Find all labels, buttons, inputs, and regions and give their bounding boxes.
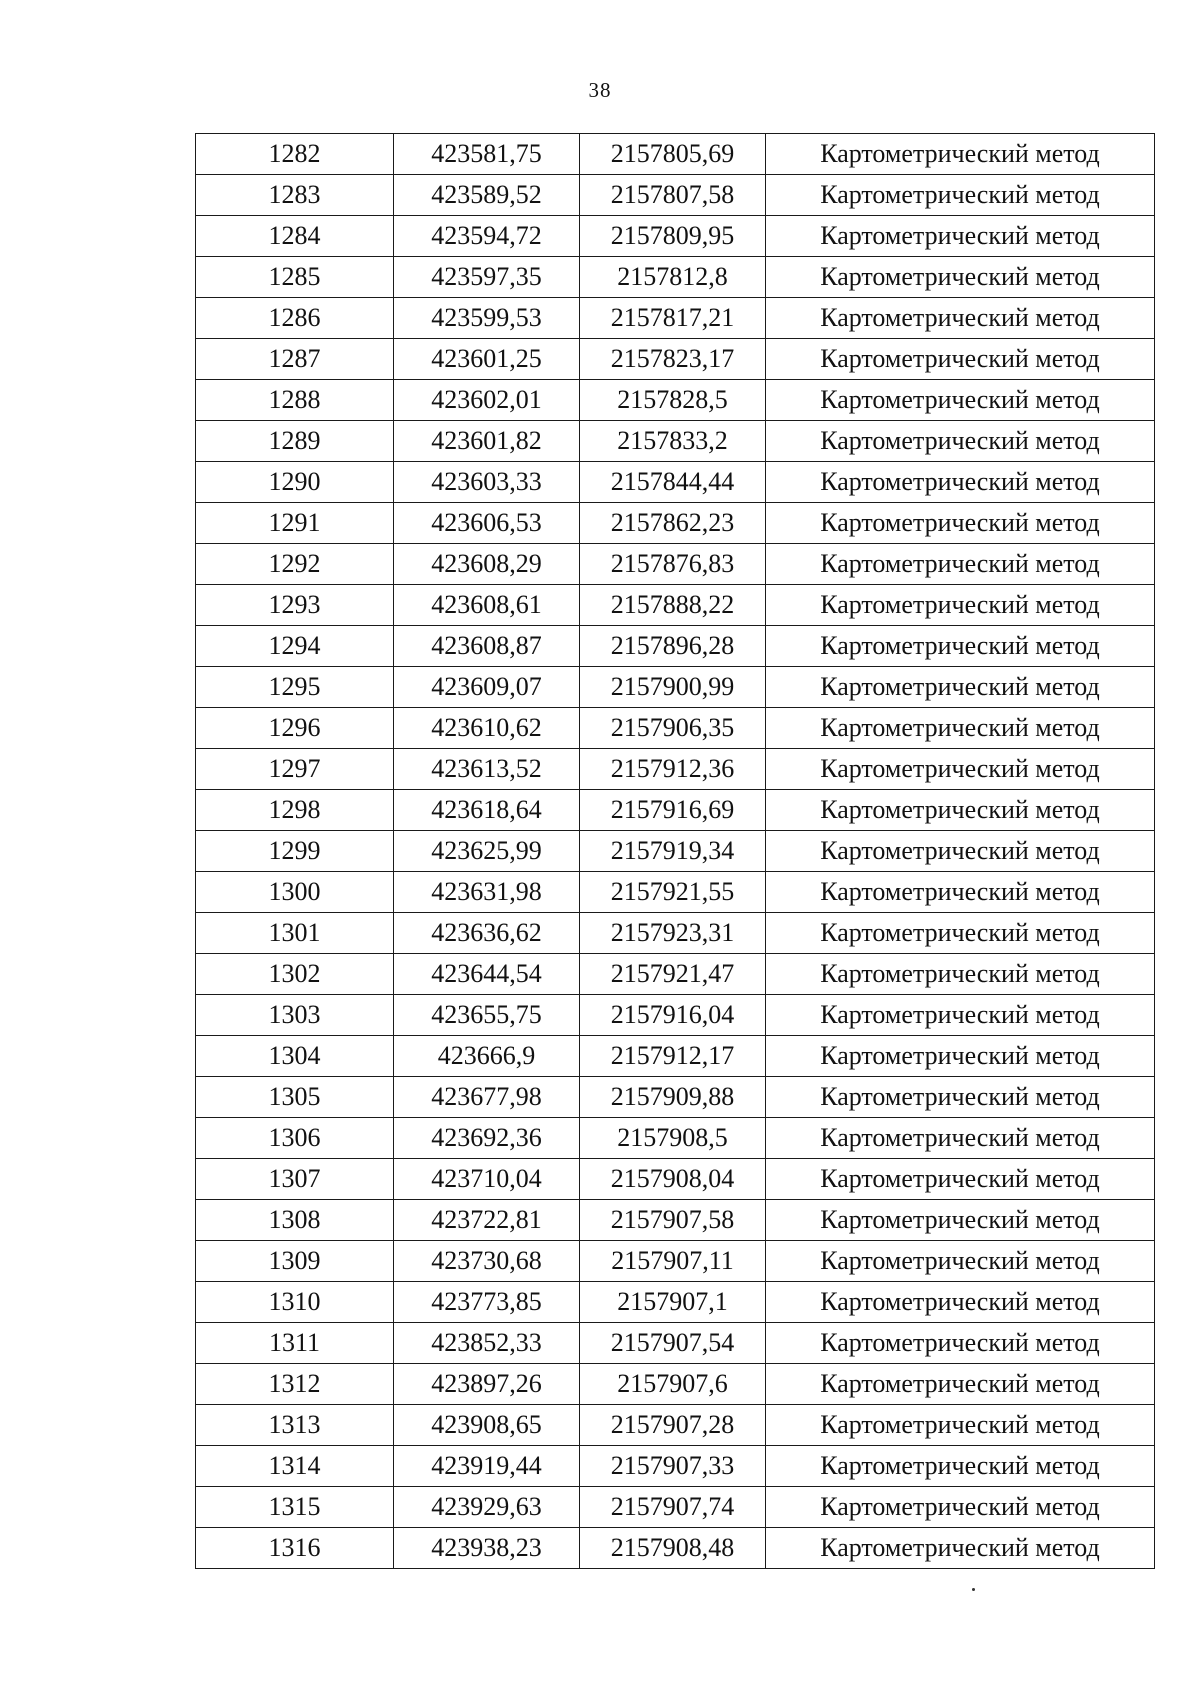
table-row — [196, 1323, 1155, 1364]
point-number-cell: 1293 — [196, 585, 394, 626]
method-cell: Картометрический метод — [766, 298, 1155, 339]
y-coordinate-cell: 2157921,55 — [580, 872, 766, 913]
method-cell: Картометрический метод — [766, 1528, 1155, 1569]
y-coordinate-cell: 2157828,5 — [580, 380, 766, 421]
x-coordinate-cell: 423919,44 — [394, 1446, 580, 1487]
x-coordinate-cell: 423603,33 — [394, 462, 580, 503]
method-cell: Картометрический метод — [766, 1200, 1155, 1241]
y-coordinate-cell: 2157907,74 — [580, 1487, 766, 1528]
table-row — [196, 134, 1155, 175]
y-coordinate-cell: 2157916,04 — [580, 995, 766, 1036]
table-row — [196, 667, 1155, 708]
table-row — [196, 995, 1155, 1036]
method-cell: Картометрический метод — [766, 749, 1155, 790]
table-row — [196, 1036, 1155, 1077]
y-coordinate-cell: 2157916,69 — [580, 790, 766, 831]
table-row — [196, 298, 1155, 339]
point-number-cell: 1298 — [196, 790, 394, 831]
x-coordinate-cell: 423929,63 — [394, 1487, 580, 1528]
method-cell: Картометрический метод — [766, 1282, 1155, 1323]
point-number-cell: 1303 — [196, 995, 394, 1036]
y-coordinate-cell: 2157919,34 — [580, 831, 766, 872]
method-cell: Картометрический метод — [766, 1036, 1155, 1077]
method-cell: Картометрический метод — [766, 380, 1155, 421]
x-coordinate-cell: 423677,98 — [394, 1077, 580, 1118]
point-number-cell: 1291 — [196, 503, 394, 544]
method-cell: Картометрический метод — [766, 462, 1155, 503]
y-coordinate-cell: 2157908,04 — [580, 1159, 766, 1200]
point-number-cell: 1301 — [196, 913, 394, 954]
table-row — [196, 503, 1155, 544]
x-coordinate-cell: 423601,82 — [394, 421, 580, 462]
x-coordinate-cell: 423655,75 — [394, 995, 580, 1036]
y-coordinate-cell: 2157807,58 — [580, 175, 766, 216]
table-row — [196, 1364, 1155, 1405]
y-coordinate-cell: 2157862,23 — [580, 503, 766, 544]
x-coordinate-cell: 423730,68 — [394, 1241, 580, 1282]
x-coordinate-cell: 423608,87 — [394, 626, 580, 667]
method-cell: Картометрический метод — [766, 954, 1155, 995]
y-coordinate-cell: 2157844,44 — [580, 462, 766, 503]
x-coordinate-cell: 423608,61 — [394, 585, 580, 626]
point-number-cell: 1292 — [196, 544, 394, 585]
table-row — [196, 1241, 1155, 1282]
x-coordinate-cell: 423608,29 — [394, 544, 580, 585]
x-coordinate-cell: 423710,04 — [394, 1159, 580, 1200]
x-coordinate-cell: 423666,9 — [394, 1036, 580, 1077]
method-cell: Картометрический метод — [766, 708, 1155, 749]
y-coordinate-cell: 2157809,95 — [580, 216, 766, 257]
method-cell: Картометрический метод — [766, 1241, 1155, 1282]
scan-speck — [972, 1588, 975, 1591]
y-coordinate-cell: 2157923,31 — [580, 913, 766, 954]
point-number-cell: 1308 — [196, 1200, 394, 1241]
y-coordinate-cell: 2157907,11 — [580, 1241, 766, 1282]
point-number-cell: 1296 — [196, 708, 394, 749]
method-cell: Картометрический метод — [766, 503, 1155, 544]
method-cell: Картометрический метод — [766, 831, 1155, 872]
point-number-cell: 1295 — [196, 667, 394, 708]
table-row — [196, 380, 1155, 421]
method-cell: Картометрический метод — [766, 1077, 1155, 1118]
method-cell: Картометрический метод — [766, 175, 1155, 216]
method-cell: Картометрический метод — [766, 134, 1155, 175]
x-coordinate-cell: 423644,54 — [394, 954, 580, 995]
method-cell: Картометрический метод — [766, 872, 1155, 913]
x-coordinate-cell: 423581,75 — [394, 134, 580, 175]
coordinates-table — [195, 133, 1155, 1569]
y-coordinate-cell: 2157888,22 — [580, 585, 766, 626]
method-cell: Картометрический метод — [766, 1323, 1155, 1364]
x-coordinate-cell: 423601,25 — [394, 339, 580, 380]
point-number-cell: 1287 — [196, 339, 394, 380]
point-number-cell: 1313 — [196, 1405, 394, 1446]
table-row — [196, 831, 1155, 872]
y-coordinate-cell: 2157912,17 — [580, 1036, 766, 1077]
x-coordinate-cell: 423938,23 — [394, 1528, 580, 1569]
x-coordinate-cell: 423594,72 — [394, 216, 580, 257]
method-cell: Картометрический метод — [766, 544, 1155, 585]
point-number-cell: 1297 — [196, 749, 394, 790]
x-coordinate-cell: 423625,99 — [394, 831, 580, 872]
point-number-cell: 1311 — [196, 1323, 394, 1364]
x-coordinate-cell: 423897,26 — [394, 1364, 580, 1405]
coordinates-table-body — [196, 134, 1155, 1569]
table-row — [196, 872, 1155, 913]
table-row — [196, 954, 1155, 995]
method-cell: Картометрический метод — [766, 421, 1155, 462]
point-number-cell: 1305 — [196, 1077, 394, 1118]
point-number-cell: 1300 — [196, 872, 394, 913]
point-number-cell: 1312 — [196, 1364, 394, 1405]
table-row — [196, 175, 1155, 216]
point-number-cell: 1288 — [196, 380, 394, 421]
page-number: 38 — [588, 78, 612, 102]
y-coordinate-cell: 2157812,8 — [580, 257, 766, 298]
point-number-cell: 1285 — [196, 257, 394, 298]
table-row — [196, 1159, 1155, 1200]
method-cell: Картометрический метод — [766, 1118, 1155, 1159]
table-row — [196, 749, 1155, 790]
table-row — [196, 790, 1155, 831]
x-coordinate-cell: 423610,62 — [394, 708, 580, 749]
method-cell: Картометрический метод — [766, 626, 1155, 667]
y-coordinate-cell: 2157906,35 — [580, 708, 766, 749]
table-row — [196, 708, 1155, 749]
point-number-cell: 1316 — [196, 1528, 394, 1569]
method-cell: Картометрический метод — [766, 1159, 1155, 1200]
table-row — [196, 1077, 1155, 1118]
table-row — [196, 1446, 1155, 1487]
y-coordinate-cell: 2157907,58 — [580, 1200, 766, 1241]
method-cell: Картометрический метод — [766, 790, 1155, 831]
table-row — [196, 544, 1155, 585]
method-cell: Картометрический метод — [766, 216, 1155, 257]
point-number-cell: 1286 — [196, 298, 394, 339]
point-number-cell: 1314 — [196, 1446, 394, 1487]
method-cell: Картометрический метод — [766, 1446, 1155, 1487]
point-number-cell: 1309 — [196, 1241, 394, 1282]
y-coordinate-cell: 2157908,48 — [580, 1528, 766, 1569]
point-number-cell: 1282 — [196, 134, 394, 175]
y-coordinate-cell: 2157833,2 — [580, 421, 766, 462]
x-coordinate-cell: 423852,33 — [394, 1323, 580, 1364]
x-coordinate-cell: 423599,53 — [394, 298, 580, 339]
table-row — [196, 1282, 1155, 1323]
y-coordinate-cell: 2157896,28 — [580, 626, 766, 667]
table-row — [196, 585, 1155, 626]
table-row — [196, 421, 1155, 462]
point-number-cell: 1299 — [196, 831, 394, 872]
table-row — [196, 1200, 1155, 1241]
point-number-cell: 1289 — [196, 421, 394, 462]
y-coordinate-cell: 2157805,69 — [580, 134, 766, 175]
x-coordinate-cell: 423597,35 — [394, 257, 580, 298]
method-cell: Картометрический метод — [766, 1364, 1155, 1405]
y-coordinate-cell: 2157912,36 — [580, 749, 766, 790]
x-coordinate-cell: 423631,98 — [394, 872, 580, 913]
point-number-cell: 1284 — [196, 216, 394, 257]
method-cell: Картометрический метод — [766, 667, 1155, 708]
y-coordinate-cell: 2157907,1 — [580, 1282, 766, 1323]
y-coordinate-cell: 2157907,54 — [580, 1323, 766, 1364]
point-number-cell: 1307 — [196, 1159, 394, 1200]
method-cell: Картометрический метод — [766, 1487, 1155, 1528]
x-coordinate-cell: 423636,62 — [394, 913, 580, 954]
x-coordinate-cell: 423589,52 — [394, 175, 580, 216]
x-coordinate-cell: 423606,53 — [394, 503, 580, 544]
x-coordinate-cell: 423692,36 — [394, 1118, 580, 1159]
x-coordinate-cell: 423618,64 — [394, 790, 580, 831]
y-coordinate-cell: 2157907,33 — [580, 1446, 766, 1487]
table-row — [196, 462, 1155, 503]
table-row — [196, 339, 1155, 380]
method-cell: Картометрический метод — [766, 995, 1155, 1036]
method-cell: Картометрический метод — [766, 913, 1155, 954]
x-coordinate-cell: 423602,01 — [394, 380, 580, 421]
table-row — [196, 1528, 1155, 1569]
x-coordinate-cell: 423613,52 — [394, 749, 580, 790]
table-row — [196, 257, 1155, 298]
x-coordinate-cell: 423722,81 — [394, 1200, 580, 1241]
method-cell: Картометрический метод — [766, 339, 1155, 380]
y-coordinate-cell: 2157900,99 — [580, 667, 766, 708]
point-number-cell: 1290 — [196, 462, 394, 503]
point-number-cell: 1306 — [196, 1118, 394, 1159]
y-coordinate-cell: 2157907,28 — [580, 1405, 766, 1446]
y-coordinate-cell: 2157817,21 — [580, 298, 766, 339]
y-coordinate-cell: 2157823,17 — [580, 339, 766, 380]
point-number-cell: 1283 — [196, 175, 394, 216]
x-coordinate-cell: 423773,85 — [394, 1282, 580, 1323]
point-number-cell: 1294 — [196, 626, 394, 667]
method-cell: Картометрический метод — [766, 257, 1155, 298]
y-coordinate-cell: 2157908,5 — [580, 1118, 766, 1159]
table-row — [196, 216, 1155, 257]
table-row — [196, 913, 1155, 954]
table-row — [196, 626, 1155, 667]
table-row — [196, 1118, 1155, 1159]
x-coordinate-cell: 423609,07 — [394, 667, 580, 708]
y-coordinate-cell: 2157921,47 — [580, 954, 766, 995]
point-number-cell: 1310 — [196, 1282, 394, 1323]
table-row — [196, 1487, 1155, 1528]
y-coordinate-cell: 2157907,6 — [580, 1364, 766, 1405]
x-coordinate-cell: 423908,65 — [394, 1405, 580, 1446]
point-number-cell: 1304 — [196, 1036, 394, 1077]
point-number-cell: 1302 — [196, 954, 394, 995]
method-cell: Картометрический метод — [766, 1405, 1155, 1446]
point-number-cell: 1315 — [196, 1487, 394, 1528]
y-coordinate-cell: 2157876,83 — [580, 544, 766, 585]
method-cell: Картометрический метод — [766, 585, 1155, 626]
table-row — [196, 1405, 1155, 1446]
y-coordinate-cell: 2157909,88 — [580, 1077, 766, 1118]
